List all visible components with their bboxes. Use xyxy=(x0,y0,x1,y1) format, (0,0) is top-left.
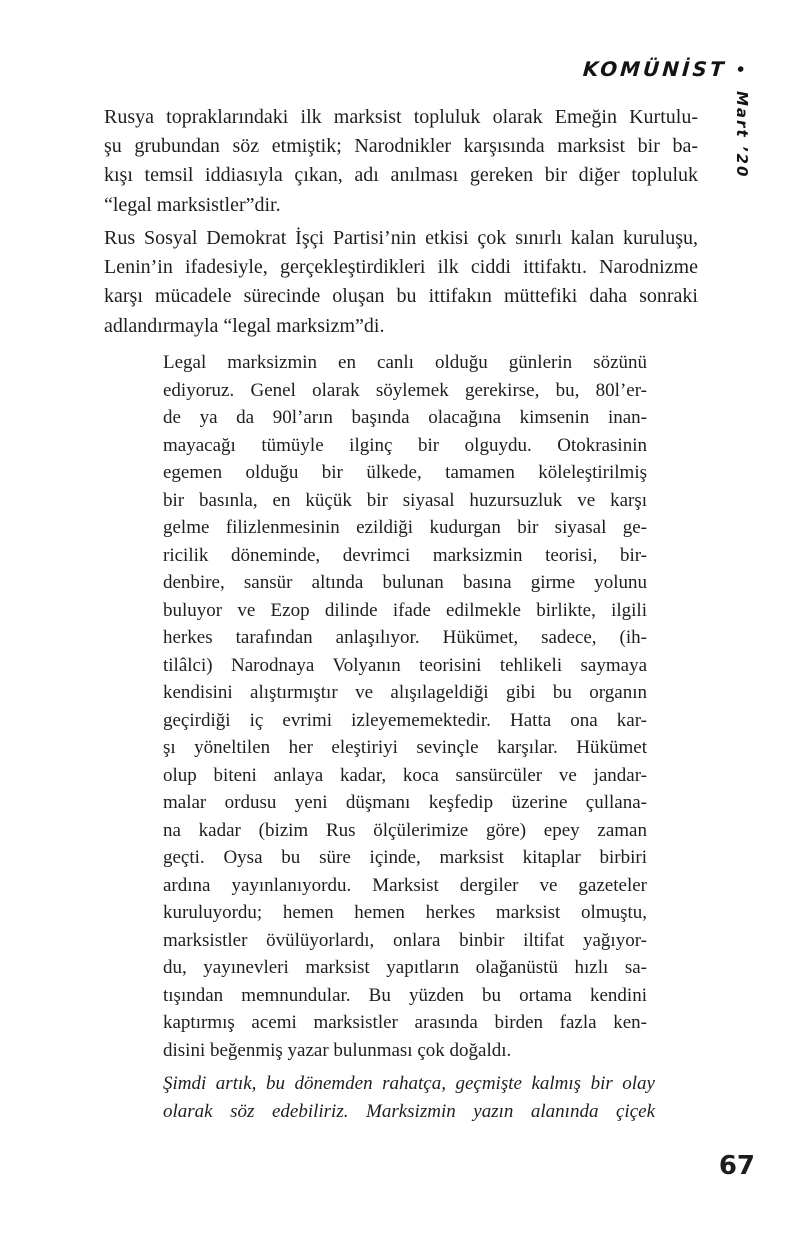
text-line: de ya da 90l’arın başında olacağına kimsenin inan- xyxy=(163,407,647,428)
text-line: Legal marksizmin en canlı olduğu günlerin sözünü xyxy=(163,352,647,373)
text-line: malar ordusu yeni düşmanı keşfedip üzerine çullana- xyxy=(163,792,647,813)
page-number: 67 xyxy=(718,1151,755,1181)
text-line: mayacağı tümüyle ilginç bir olguydu. Otokrasinin xyxy=(163,434,647,456)
text-line: geçti. Oysa bu süre içinde, marksist kitaplar birbiri xyxy=(163,847,647,868)
text-line: olarak söz edebiliriz. Marksizmin yazın alanında çiçek xyxy=(163,1100,655,1122)
text-line: ardına yayınlanıyordu. Marksist dergiler ve gazeteler xyxy=(163,874,647,896)
page-header xyxy=(582,57,747,81)
text-line: bir basınla, en küçük bir siyasal huzursuzluk ve karşı xyxy=(163,489,647,511)
text-line: adlandırmayla “legal marksizm”di. xyxy=(104,314,385,337)
text-line: geçirdiği iç evrimi izleyememektedir. Hatta ona kar- xyxy=(163,709,647,731)
paragraph xyxy=(104,103,698,220)
block-quote-italic xyxy=(163,1070,655,1125)
text-line: karşı mücadele sürecinde oluşan bu ittifakın müttefiki daha sonraki xyxy=(104,285,698,308)
text-line: marksistler övülüyorlardı, onlara binbir iltifat yağıyor- xyxy=(163,929,647,951)
text-line: gelme filizlenmesinin ezildiği kudurgan bir siyasal ge- xyxy=(163,517,647,538)
text-line: “legal marksistler”dir. xyxy=(104,193,281,216)
text-line: kaptırmış acemi marksistler arasında birden fazla ken- xyxy=(163,1012,647,1033)
text-line: tışından memnundular. Bu yüzden bu ortama kendini xyxy=(163,984,647,1006)
issue-date-vertical: Mart ’20 xyxy=(733,91,751,179)
text-line: olup biteni anlaya kadar, koca sansürcüler ve jandar- xyxy=(163,764,647,786)
paragraph xyxy=(104,224,698,341)
text-line: tilâlci) Narodnaya Volyanın teorisini tehlikeli saymaya xyxy=(163,654,647,676)
bullet-separator-icon: • xyxy=(735,59,747,79)
text-line: egemen olduğu bir ülkede, tamamen köleleştirilmiş xyxy=(163,462,647,483)
text-line: Rus Sosyal Demokrat İşçi Partisi’nin etkisi çok sınırlı kalan kuruluşu, xyxy=(104,227,698,249)
journal-title: KOMÜNİST xyxy=(582,57,728,81)
text-line: Rusya topraklarındaki ilk marksist topluluk olarak Emeğin Kurtulu- xyxy=(104,106,698,128)
text-line: kuruluyordu; hemen hemen herkes marksist olmuştu, xyxy=(163,902,647,923)
block-quote xyxy=(163,349,647,1064)
text-line: du, yayınevleri marksist yapıtların olağanüstü hızlı sa- xyxy=(163,957,647,978)
text-line: kendisini alıştırmıştır ve alışılageldiği gibi bu organın xyxy=(163,682,647,703)
text-line: herkes tarafından anlaşılıyor. Hükümet, sadece, (ih- xyxy=(163,627,647,648)
text-line: kışı temsil iddiasıyla çıkan, adı anılması gereken bir diğer topluluk xyxy=(104,164,698,187)
text-line: ricilik döneminde, devrimci marksizmin teorisi, bir- xyxy=(163,544,647,566)
text-line: disini beğenmiş yazar bulunması çok doğaldı. xyxy=(163,1039,512,1061)
text-line: şu grubundan söz etmiştik; Narodnikler karşısında marksist bir ba- xyxy=(104,135,698,158)
text-line: na kadar (bizim Rus ölçülerimize göre) epey zaman xyxy=(163,819,647,841)
text-line: buluyor ve Ezop dilinde ifade edilmekle birlikte, ilgili xyxy=(163,599,647,621)
text-line: ediyoruz. Genel olarak söylemek gerekirse, bu, 80l’er- xyxy=(163,379,647,401)
text-line: Lenin’in ifadesiyle, gerçekleştirdikleri ilk ciddi ittifaktı. Narodnizme xyxy=(104,256,698,279)
text-line: şı yöneltilen her eleştiriyi sevinçle karşılar. Hükümet xyxy=(163,737,647,758)
text-line: denbire, sansür altında bulunan basına girme yolunu xyxy=(163,572,647,593)
text-line: Şimdi artık, bu dönemden rahatça, geçmişte kalmış bir olay xyxy=(163,1073,655,1094)
